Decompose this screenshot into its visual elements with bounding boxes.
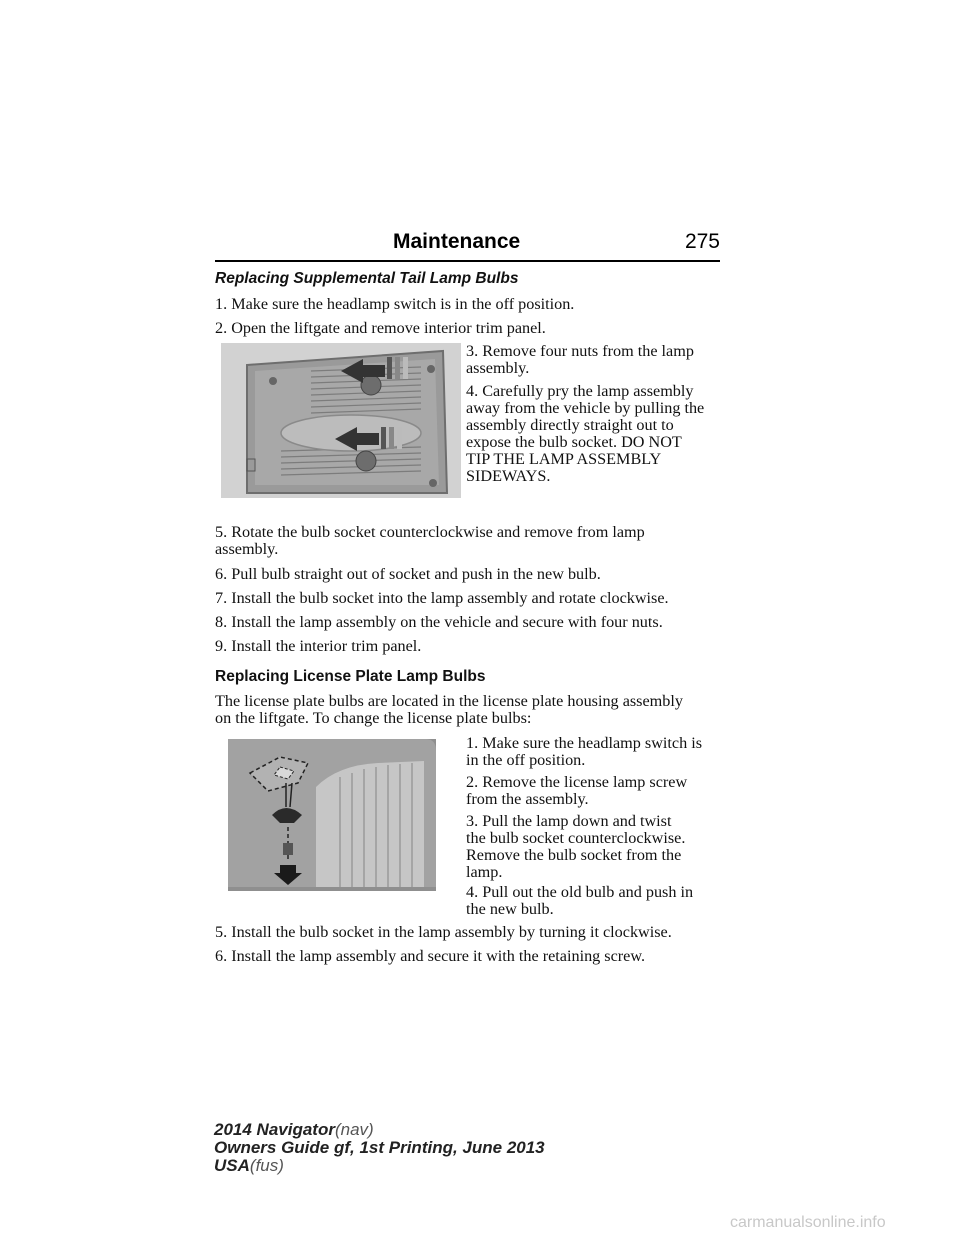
step-2: 2. Open the liftgate and remove interior trim panel. <box>215 319 546 337</box>
heading-supplemental-tail-lamp: Replacing Supplemental Tail Lamp Bulbs <box>215 270 519 287</box>
step-4: 4. Carefully pry the lamp assembly away from the vehicle by pulling the assembly directly straight out to expose the bulb socket. DO NOT TIP THE LAMP ASSEMBLY SIDEWAYS. <box>466 382 705 485</box>
license-step-6: 6. Install the lamp assembly and secure it with the retaining screw. <box>215 947 646 965</box>
step-1: 1. Make sure the headlamp switch is in the off position. <box>215 295 575 313</box>
step-3: 3. Remove four nuts from the lamp assembly. <box>466 342 694 377</box>
step-9: 9. Install the interior trim panel. <box>215 637 422 655</box>
page-number: 275 <box>684 230 720 253</box>
license-step-3: 3. Pull the lamp down and twist the bulb socket counterclockwise. Remove the bulb socket from the lamp. <box>466 812 686 881</box>
step-7: 7. Install the bulb socket into the lamp assembly and rotate clockwise. <box>215 589 669 607</box>
section-title: Maintenance <box>393 230 521 253</box>
step-8: 8. Install the lamp assembly on the vehicle and secure with four nuts. <box>215 613 663 631</box>
page-header <box>215 226 720 262</box>
license-step-1: 1. Make sure the headlamp switch is in the off position. <box>466 734 703 769</box>
heading-license-plate-lamp: Replacing License Plate Lamp Bulbs <box>215 668 486 685</box>
license-intro: The license plate bulbs are located in the license plate housing assembly on the liftgate. To change the license plate bulbs: <box>215 692 683 727</box>
page-footer: 2014 Navigator(nav) Owners Guide gf, 1st Printing, June 2013 USA(fus) <box>214 1120 545 1175</box>
tail-lamp-illustration <box>221 343 461 498</box>
step-5: 5. Rotate the bulb socket counterclockwise and remove from lamp assembly. <box>215 523 645 558</box>
watermark: carmanualsonline.info <box>730 1214 886 1231</box>
license-step-4: 4. Pull out the old bulb and push in the new bulb. <box>466 883 694 918</box>
license-step-2: 2. Remove the license lamp screw from the assembly. <box>466 773 688 808</box>
step-6: 6. Pull bulb straight out of socket and push in the new bulb. <box>215 565 601 583</box>
license-step-5: 5. Install the bulb socket in the lamp assembly by turning it clockwise. <box>215 923 672 941</box>
license-lamp-illustration <box>228 739 436 891</box>
